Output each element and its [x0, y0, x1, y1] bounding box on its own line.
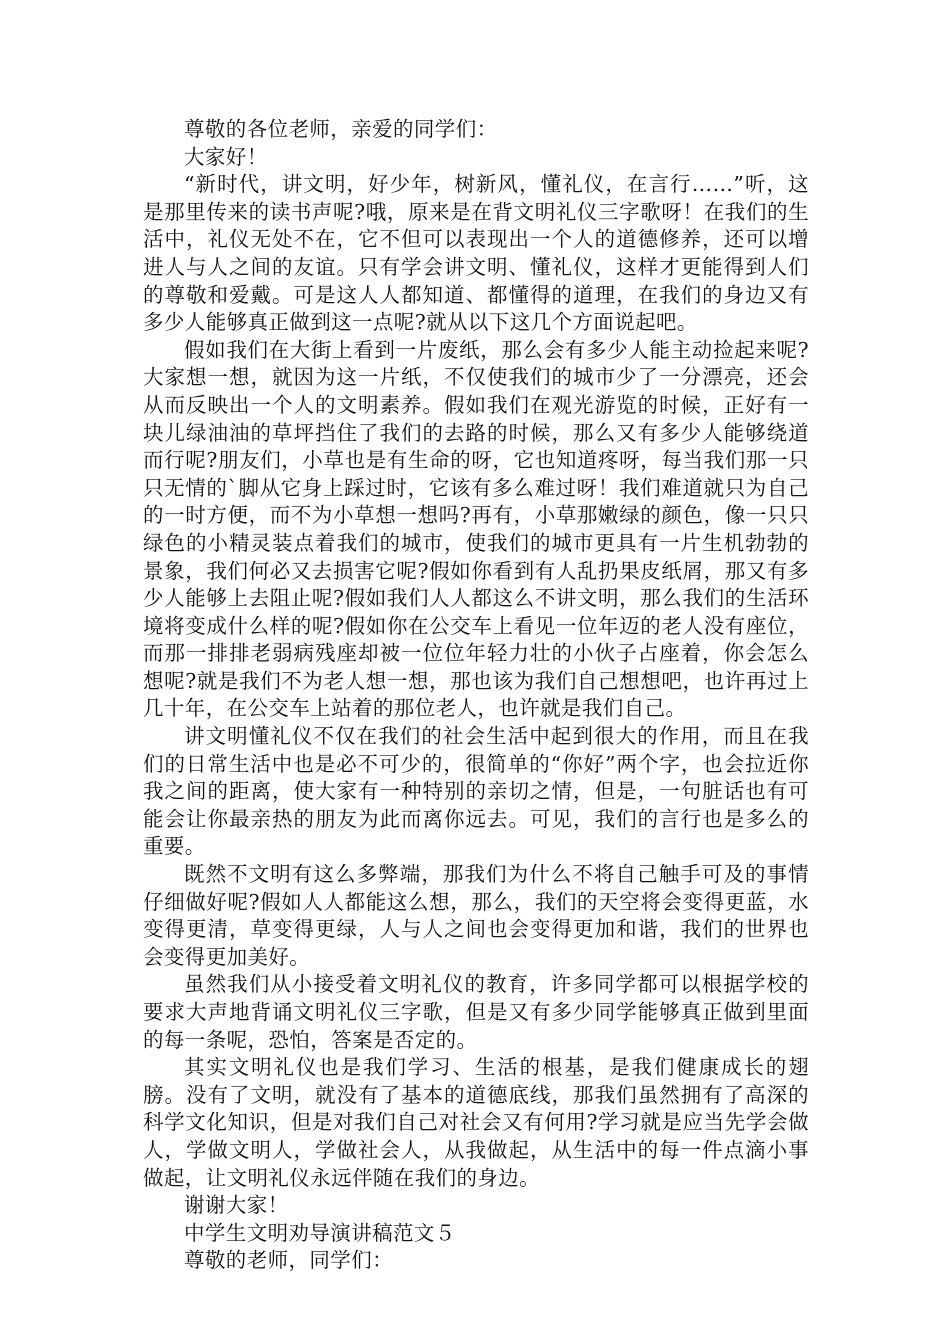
- paragraph: 虽然我们从小接受着文明礼仪的教育，许多同学都可以根据学校的要求大声地背诵文明礼仪三字歌，但是又有多少同学能够真正做到里面的每一条呢，恐怕，答案是否定的。: [143, 972, 809, 1052]
- greeting: 大家好！: [184, 144, 268, 169]
- salutation: 尊敬的老师，同学们：: [184, 1248, 393, 1273]
- paragraph: 其实文明礼仪也是我们学习、生活的根基，是我们健康成长的翅膀。没有了文明，就没有了基本的道德底线，那我们虽然拥有了高深的科学文化知识，但是对我们自己对社会又有何用?学习就是应当先学会做人，学做文明人，学做社会人，从我做起，从生活中的每一件点滴小事做起，让文明礼仪永远伴随在我们的身边。: [143, 1055, 809, 1190]
- paragraph: “新时代，讲文明，好少年，树新风，懂礼仪，在言行……”听，这是那里传来的读书声呢?哦，原来是在背文明礼仪三字歌呀！在我们的生活中，礼仪无处不在，它不但可以表现出一个人的道德修养，还可以增进人与人之间的友谊。只有学会讲文明、懂礼仪，这样才更能得到人们的尊敬和爱戴。可是这人人都知道、都懂得的道理，在我们的身边又有多少人能够真正做到这一点呢?就从以下这几个方面说起吧。: [143, 172, 809, 335]
- closing-thanks: 谢谢大家！: [184, 1193, 289, 1218]
- salutation: 尊敬的各位老师，亲爱的同学们：: [184, 117, 498, 141]
- document-body: [143, 116, 809, 1275]
- paragraph: 讲文明懂礼仪不仅在我们的社会生活中起到很大的作用，而且在我们的日常生活中也是必不可少的，很简单的“你好”两个字，也会拉近你我之间的距离，使大家有一种特别的亲切之情，但是，一句脏话也有可能会让你最亲热的朋友为此而离你远去。可见，我们的言行也是多么的重要。: [143, 724, 809, 859]
- paragraph: 既然不文明有这么多弊端，那我们为什么不将自己触手可及的事情仔细做好呢?假如人人都能这么想，那么，我们的天空将会变得更蓝，水变得更清，草变得更绿，人与人之间也会变得更加和谐，我们的世界也会变得更加美好。: [143, 862, 809, 969]
- paragraph: 假如我们在大街上看到一片废纸，那么会有多少人能主动捡起来呢?大家想一想，就因为这一片纸，不仅使我们的城市少了一分漂亮，还会从而反映出一个人的文明素养。假如我们在观光游览的时候，正好有一块儿绿油油的草坪挡住了我们的去路的时候，那么又有多少人能够绕道而行呢?朋友们，小草也是有生命的呀，它也知道疼呀，每当我们那一只只无情的`脚从它身上踩过时，它该有多么难过呀！我们难道就只为自己的一时方便，而不为小草想一想吗?再有，小草那嫩绿的颜色，像一只只绿色的小精灵装点着我们的城市，使我们的城市更具有一片生机勃勃的景象，我们何必又去损害它呢?假如你看到有人乱扔果皮纸屑，那又有多少人能够上去阻止呢?假如我们人人都这么不讲文明，那么我们的生活环境将变成什么样的呢?假如你在公交车上看见一位年迈的老人没有座位，而那一排排老弱病残座却被一位位年轻力壮的小伙子占座着，你会怎么想呢?就是我们不为老人想一想，那也该为我们自己想想吧，也许再过上几十年，在公交车上站着的那位老人，也许就是我们自己。: [143, 337, 809, 721]
- section-title: 中学生文明劝导演讲稿范文５: [184, 1220, 456, 1245]
